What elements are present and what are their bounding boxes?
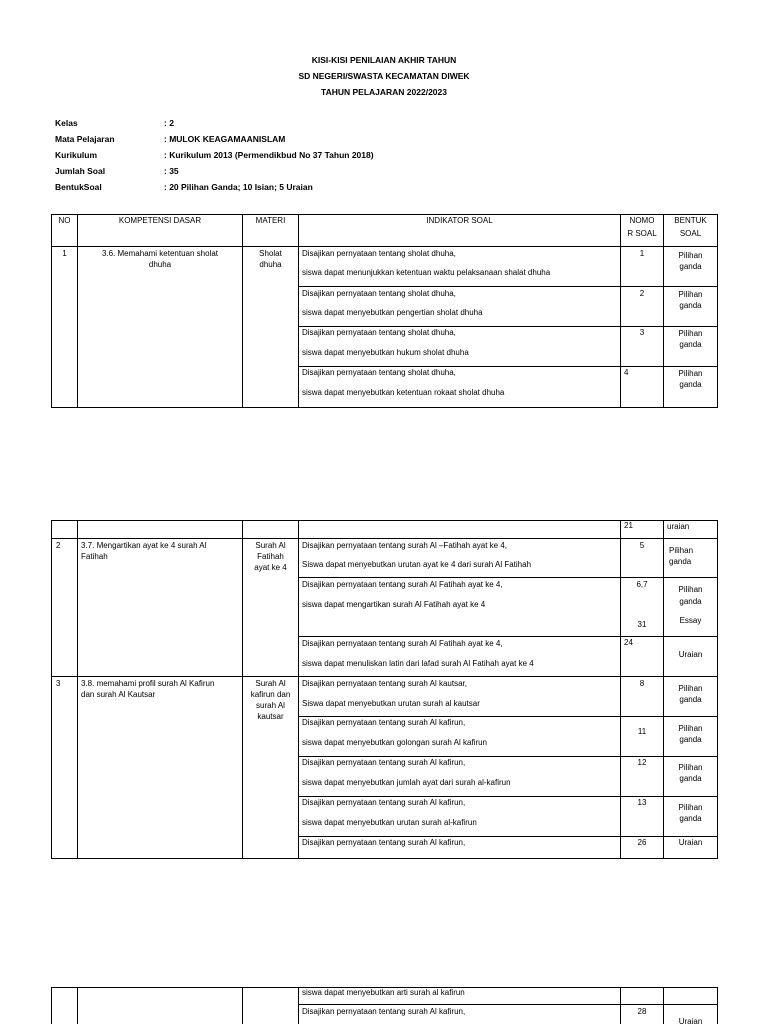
- info-label: Mata Pelajaran: [55, 134, 115, 144]
- nomor-soal: 6,7: [636, 580, 648, 589]
- materi-text-line-1: Sholat: [259, 249, 282, 258]
- indikator-text: siswa dapat menyebutkan arti surah al kafirun: [302, 988, 465, 997]
- bentuk-soal: ganda: [679, 597, 702, 606]
- doc-title-line-3: TAHUN PELAJARAN 2022/2023: [321, 87, 447, 97]
- info-label: Kurikulum: [55, 150, 98, 160]
- bentuk-soal: Pilihan: [678, 585, 703, 594]
- header-no: NO: [58, 216, 71, 225]
- indikator-text: siswa dapat menyebutkan hukum sholat dhuha: [302, 348, 469, 357]
- bentuk-soal: ganda: [669, 557, 692, 566]
- nomor-soal: 8: [639, 679, 645, 688]
- nomor-soal: 11: [637, 727, 647, 736]
- info-value: : 35: [164, 166, 179, 176]
- nomor-soal: 3: [639, 328, 645, 337]
- bentuk-soal: Pilihan: [678, 763, 703, 772]
- bentuk-soal: Uraian: [678, 650, 703, 659]
- indikator-text: Disajikan pernyataan tentang surah Al kafirun,: [302, 758, 466, 767]
- kd-text-line-1: 3.7. Mengartikan ayat ke 4 surah Al: [81, 541, 207, 550]
- indikator-text: Disajikan pernyataan tentang sholat dhuha,: [302, 368, 456, 377]
- indikator-text: Disajikan pernyataan tentang sholat dhuha,: [302, 289, 456, 298]
- indikator-text: siswa dapat menuliskan latin dari lafad surah Al Fatihah ayat ke 4: [302, 659, 534, 668]
- indikator-text: Disajikan pernyataan tentang surah Al kautsar,: [302, 679, 467, 688]
- nomor-soal: 4: [624, 368, 629, 377]
- kd-text-line-1: 3.8. memahami profil surah Al Kafirun: [81, 679, 215, 688]
- nomor-soal: 2: [639, 289, 645, 298]
- bentuk-soal: Uraian: [678, 1017, 703, 1026]
- bentuk-soal: ganda: [679, 301, 702, 310]
- materi-text-line: ayat ke 4: [254, 563, 287, 572]
- indikator-text: Siswa dapat menyebutkan urutan ayat ke 4 dari surah Al Fatihah: [302, 560, 532, 569]
- bentuk-soal: Pilihan: [678, 329, 703, 338]
- bentuk-soal: Pilihan: [678, 684, 703, 693]
- row-no: 3: [56, 679, 61, 688]
- indikator-text: Disajikan pernyataan tentang surah Al kafirun,: [302, 838, 466, 847]
- materi-text-line: Surah Al: [255, 541, 286, 550]
- materi-text-line: Fatihah: [257, 552, 284, 561]
- bentuk-soal: ganda: [679, 735, 702, 744]
- nomor-soal: 26: [637, 838, 647, 847]
- nomor-soal: 31: [637, 620, 647, 629]
- header-kompetensi-dasar: KOMPETENSI DASAR: [118, 216, 202, 225]
- bentuk-soal: uraian: [667, 522, 690, 531]
- info-value: : 2: [164, 118, 174, 128]
- nomor-soal: 24: [624, 638, 633, 647]
- bentuk-soal: Pilihan: [678, 724, 703, 733]
- materi-text-line: kautsar: [257, 712, 284, 721]
- nomor-soal: 28: [637, 1007, 647, 1016]
- indikator-text: Siswa dapat menyebutkan urutan surah al kautsar: [302, 699, 480, 708]
- bentuk-soal: Pilihan: [678, 369, 703, 378]
- bentuk-soal: Pilihan: [669, 546, 694, 555]
- nomor-soal: 5: [639, 541, 645, 550]
- info-value: : Kurikulum 2013 (Permendikbud No 37 Tahun 2018): [164, 150, 374, 160]
- kd-text-line-2: dan surah Al Kautsar: [81, 690, 156, 699]
- bentuk-soal: ganda: [679, 340, 702, 349]
- header-bentuk-soal-1: BENTUK: [674, 216, 707, 225]
- materi-text-line: kafirun dan: [250, 690, 291, 699]
- header-indikator-soal: INDIKATOR SOAL: [426, 216, 493, 225]
- materi-text-line: Surah Al: [255, 679, 286, 688]
- row-no: 2: [56, 541, 61, 550]
- indikator-text: Disajikan pernyataan tentang sholat dhuha,: [302, 249, 456, 258]
- row-no: 1: [62, 249, 67, 258]
- bentuk-soal: Pilihan: [678, 290, 703, 299]
- bentuk-soal: ganda: [679, 380, 702, 389]
- header-nomor-soal-1: NOMO: [629, 216, 655, 225]
- doc-title-line-2: SD NEGERI/SWASTA KECAMATAN DIWEK: [298, 71, 470, 81]
- indikator-text: siswa dapat menyebutkan golongan surah Al kafirun: [302, 738, 488, 747]
- indikator-text: siswa dapat menyebutkan ketentuan rokaat sholat dhuha: [302, 388, 505, 397]
- header-bentuk-soal-2: SOAL: [679, 229, 702, 238]
- kd-text-line-1: 3.6. Memahami ketentuan sholat: [101, 249, 219, 258]
- indikator-text: Disajikan pernyataan tentang surah Al kafirun,: [302, 798, 466, 807]
- materi-text-line-2: dhuha: [259, 260, 282, 269]
- info-value: : MULOK KEAGAMAANISLAM: [164, 134, 286, 144]
- indikator-text: siswa dapat menyebutkan pengertian sholat dhuha: [302, 308, 483, 317]
- info-label: BentukSoal: [55, 182, 102, 192]
- info-label: Jumlah Soal: [55, 166, 106, 176]
- bentuk-soal: Pilihan: [678, 803, 703, 812]
- header-materi: MATERI: [255, 216, 286, 225]
- indikator-text: Disajikan pernyataan tentang sholat dhuha,: [302, 328, 456, 337]
- indikator-text: siswa dapat menyebutkan jumlah ayat dari surah al-kafirun: [302, 778, 511, 787]
- bentuk-soal: Pilihan: [678, 251, 703, 260]
- indikator-text: Disajikan pernyataan tentang surah Al –Fatihah ayat ke 4,: [302, 541, 508, 550]
- info-label: Kelas: [55, 118, 78, 128]
- indikator-text: Disajikan pernyataan tentang surah Al kafirun,: [302, 1007, 466, 1016]
- nomor-soal: 1: [639, 249, 645, 258]
- indikator-text: Disajikan pernyataan tentang surah Al Fatihah ayat ke 4,: [302, 580, 503, 589]
- indikator-text: Disajikan pernyataan tentang surah Al Fatihah ayat ke 4,: [302, 639, 503, 648]
- bentuk-soal: Uraian: [678, 838, 703, 847]
- indikator-text: Disajikan pernyataan tentang surah Al kafirun,: [302, 718, 466, 727]
- kd-text-line-2: dhuha: [148, 260, 172, 269]
- info-value: : 20 Pilihan Ganda; 10 Isian; 5 Uraian: [164, 182, 313, 192]
- bentuk-soal: ganda: [679, 262, 702, 271]
- bentuk-soal: ganda: [679, 774, 702, 783]
- indikator-text: siswa dapat menunjukkan ketentuan waktu pelaksanaan shalat dhuha: [302, 268, 551, 277]
- kd-text-line-2: Fatihah: [81, 552, 108, 561]
- nomor-soal: 12: [637, 758, 647, 767]
- indikator-text: siswa dapat menyebutkan urutan surah al-kafirun: [302, 818, 477, 827]
- materi-text-line: surah Al: [256, 701, 285, 710]
- bentuk-soal: Essay: [679, 616, 702, 625]
- bentuk-soal: ganda: [679, 695, 702, 704]
- nomor-soal: 21: [624, 521, 633, 530]
- doc-title-line-1: KISI-KISI PENILAIAN AKHIR TAHUN: [311, 55, 457, 65]
- bentuk-soal: ganda: [679, 814, 702, 823]
- header-nomor-soal-2: R SOAL: [627, 229, 657, 238]
- nomor-soal: 13: [637, 798, 647, 807]
- indikator-text: siswa dapat mengartikan surah Al Fatihah ayat ke 4: [302, 600, 486, 609]
